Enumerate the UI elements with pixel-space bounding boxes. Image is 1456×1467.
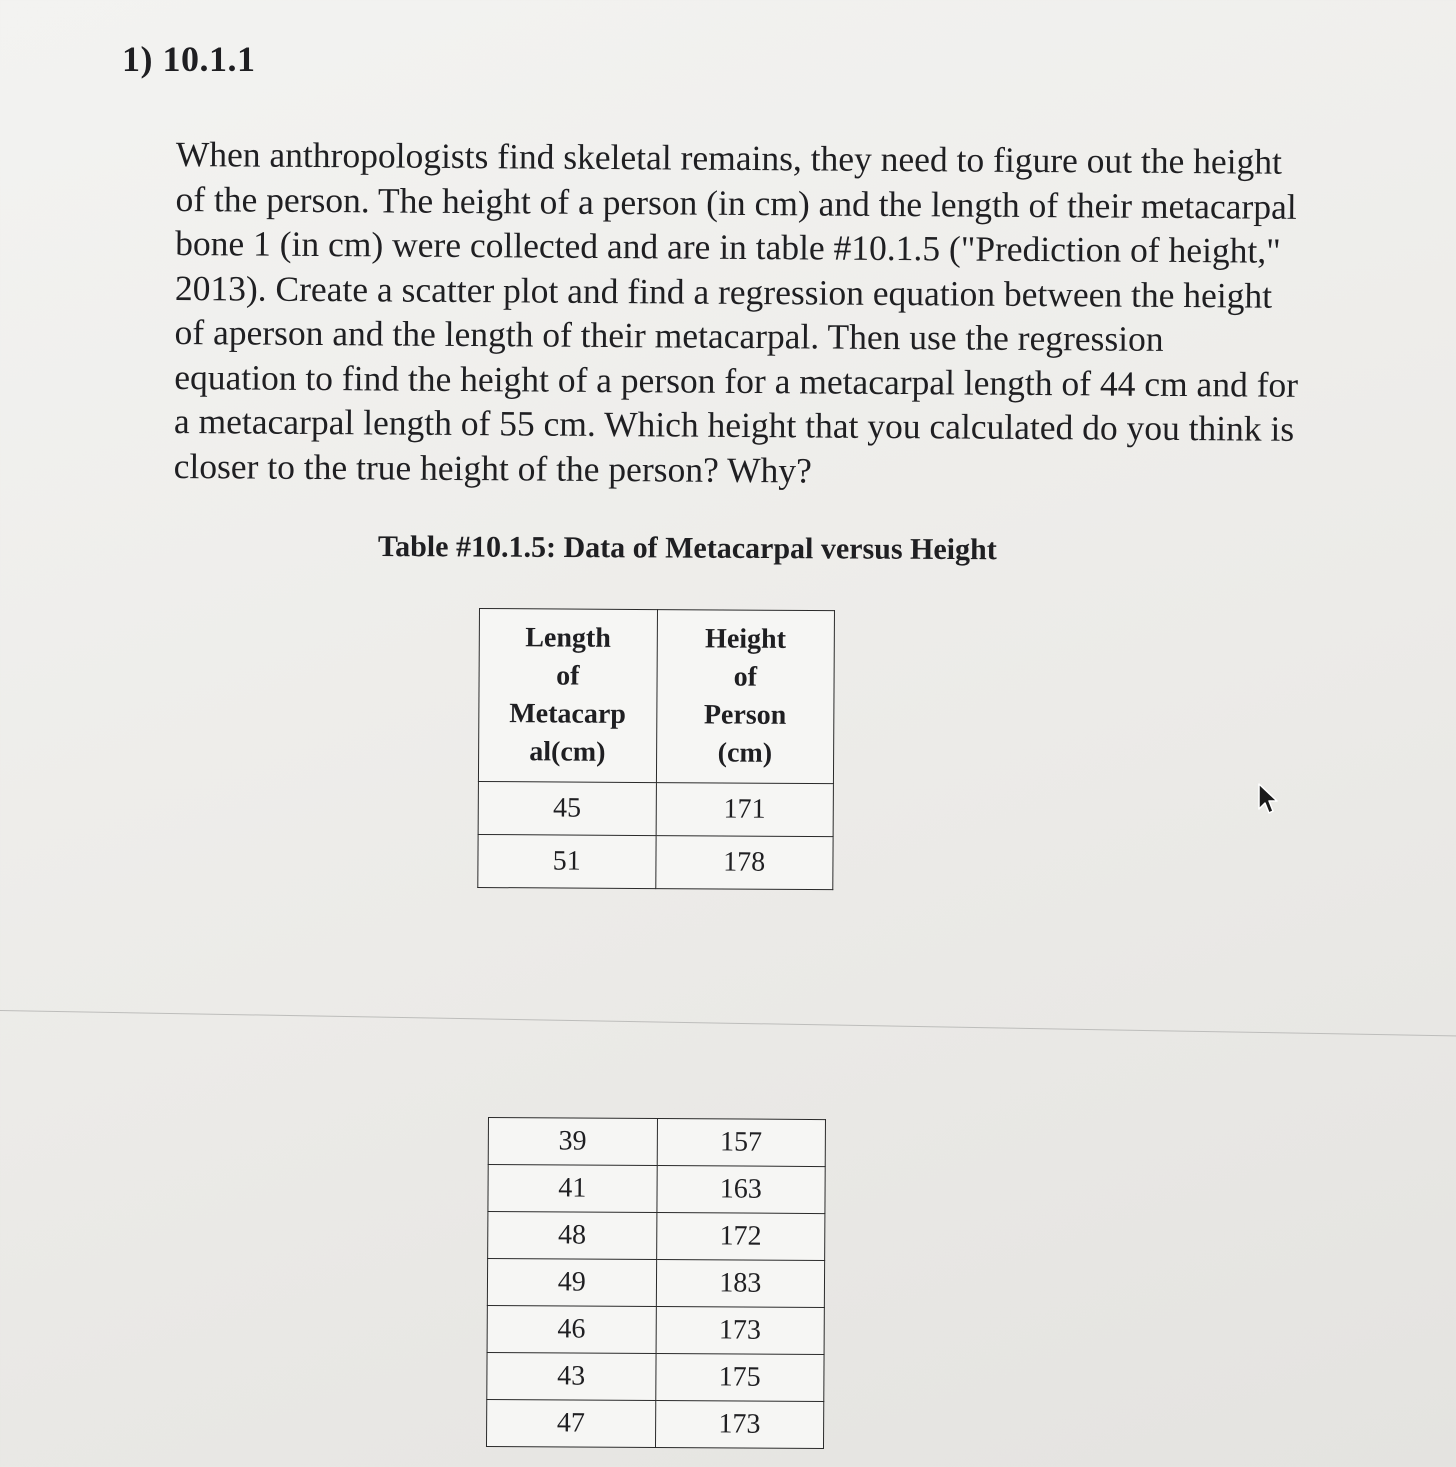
- height-cell: 157: [657, 1119, 826, 1167]
- metacarpal-cell: 48: [488, 1212, 657, 1260]
- table-caption: Table #10.1.5: Data of Metacarpal versus Height: [377, 530, 997, 567]
- table-header-row: [478, 609, 834, 784]
- height-cell: 173: [655, 1401, 824, 1449]
- table-row: [488, 1212, 825, 1261]
- header-text: of: [733, 661, 758, 693]
- header-text: (cm): [717, 737, 773, 769]
- header-text: of: [556, 660, 580, 692]
- data-table-continued: [486, 1117, 826, 1449]
- height-cell: 178: [655, 836, 833, 890]
- header-metacarpal-length: [478, 609, 657, 783]
- problem-line: a metacarpal length of 55 cm. Which height that you calculated do you think is: [173, 400, 1295, 449]
- metacarpal-cell: 49: [487, 1259, 656, 1307]
- metacarpal-cell: 43: [487, 1352, 656, 1400]
- height-cell: 183: [656, 1260, 825, 1308]
- height-cell: 171: [656, 783, 834, 837]
- problem-line: bone 1 (in cm) were collected and are in table #10.1.5 ("Prediction of height,": [175, 222, 1281, 271]
- metacarpal-cell: 46: [487, 1305, 656, 1353]
- problem-line: of the person. The height of a person (in cm) and the length of their metacarpal: [175, 178, 1297, 227]
- table-row: [488, 1118, 825, 1167]
- metacarpal-cell: 41: [488, 1165, 657, 1213]
- table-row: [478, 781, 833, 836]
- header-text: al(cm): [529, 736, 606, 768]
- header-text: Height: [705, 623, 787, 655]
- problem-line: When anthropologists find skeletal remains, they need to figure out the height: [175, 133, 1283, 182]
- problem-line: of aperson and the length of their metacarpal. Then use the regression: [174, 311, 1164, 359]
- table-row: [487, 1259, 824, 1308]
- height-cell: 163: [656, 1166, 825, 1214]
- height-cell: 172: [656, 1213, 825, 1261]
- header-text: Person: [703, 699, 787, 731]
- metacarpal-cell: 45: [478, 781, 656, 835]
- data-table-top: [477, 608, 835, 890]
- problem-line: closer to the true height of the person? Why?: [173, 445, 812, 490]
- table-row: [486, 1399, 823, 1448]
- table-row: [478, 834, 833, 889]
- header-person-height: [656, 610, 835, 784]
- problem-line: equation to find the height of a person for a metacarpal length of 44 cm and for: [174, 356, 1299, 405]
- height-cell: 173: [656, 1307, 825, 1355]
- page-break-divider: [0, 1010, 1456, 1036]
- metacarpal-cell: 39: [488, 1118, 657, 1166]
- metacarpal-cell: 51: [478, 834, 656, 888]
- header-text: Metacarp: [509, 698, 626, 730]
- height-cell: 175: [655, 1354, 824, 1402]
- table-row: [488, 1165, 825, 1214]
- table-row: [487, 1305, 824, 1354]
- table-row: [487, 1352, 824, 1401]
- header-text: Length: [525, 622, 611, 654]
- problem-number: 1) 10.1.1: [122, 39, 256, 79]
- mouse-pointer-icon: [1256, 782, 1282, 818]
- problem-statement: [174, 132, 1351, 496]
- problem-line: 2013). Create a scatter plot and find a regression equation between the height: [174, 267, 1273, 316]
- metacarpal-cell: 47: [486, 1399, 655, 1447]
